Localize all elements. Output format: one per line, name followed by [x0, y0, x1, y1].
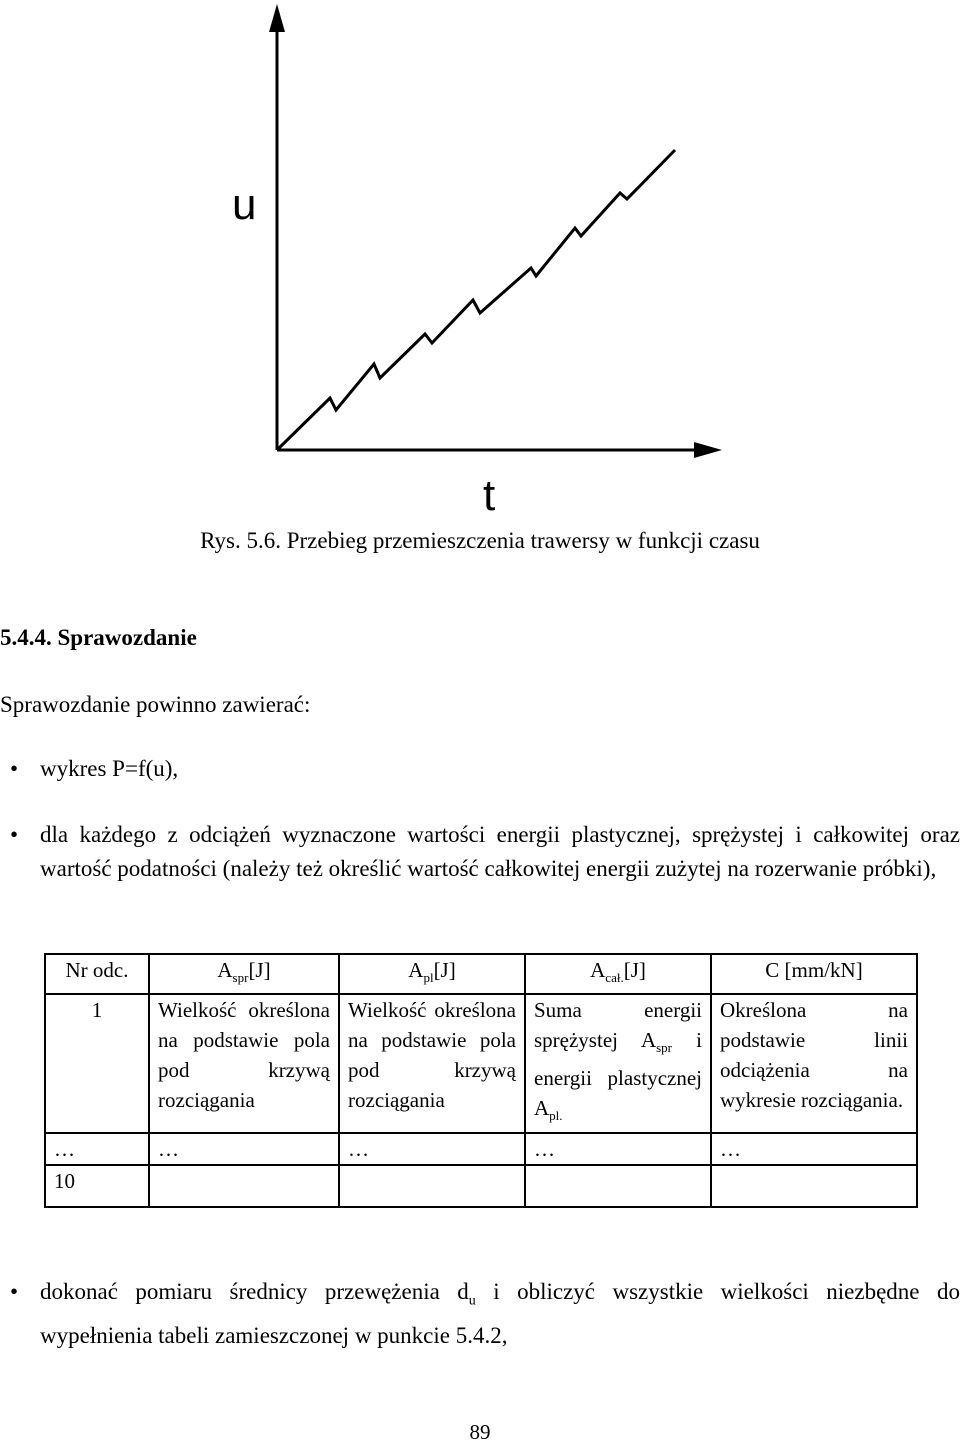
y-axis-label: u	[232, 180, 257, 229]
header-c: C [mm/kN]	[711, 954, 917, 994]
bullet-text: dla każdego z odciążeń wyznaczone wartości energii plastycznej, sprężystej i całkowitej oraz wartość podatności (należy też określić wartość całkowitej energii zużytej na rozerwanie próbki),	[40, 822, 960, 881]
cell-empty	[339, 1165, 525, 1207]
cell-empty	[711, 1165, 917, 1207]
cell-ellipsis: …	[149, 1133, 339, 1165]
cell-nr: 1	[45, 994, 149, 1132]
x-axis-arrow-icon	[694, 442, 722, 458]
intro-text: Sprawozdanie powinno zawierać:	[0, 692, 311, 717]
cell-c: Określona na podstawie linii odciążenia na wykresie rozciągania.	[711, 994, 917, 1132]
figure-caption: Rys. 5.6. Przebieg przemieszczenia trawersy w funkcji czasu	[200, 528, 760, 553]
table-header-row	[45, 954, 917, 994]
cell-empty	[525, 1165, 711, 1207]
report-table	[44, 953, 918, 1208]
bullet-text: wykres P=f(u),	[40, 756, 179, 781]
bullet-icon: •	[10, 756, 19, 781]
cell-aspr: Wielkość określona na podstawie pola pod krzywą rozciągania	[149, 994, 339, 1132]
header-acal: $A_{cał.}[J]$	[525, 954, 711, 994]
bullet-text: dokonać pomiaru średnicy przewężenia $d_u$ i obliczyć wszystkie wielkości niezbędne do wypełnienia tabeli zamieszczonej w punkcie 5.4.2,	[40, 1279, 960, 1348]
bullet-item-1	[10, 752, 960, 786]
header-nr: Nr odc.	[45, 954, 149, 994]
cell-ellipsis: …	[339, 1133, 525, 1165]
y-axis-arrow-icon	[269, 4, 285, 32]
bullet-icon: •	[10, 822, 19, 847]
table-row	[45, 994, 917, 1132]
cell-ellipsis: …	[711, 1133, 917, 1165]
displacement-time-figure	[0, 0, 960, 520]
table-row-ellipsis	[45, 1133, 917, 1165]
section-heading: 5.4.4. Sprawozdanie	[0, 625, 197, 650]
table-row-last	[45, 1165, 917, 1207]
cell-ellipsis: …	[525, 1133, 711, 1165]
bullet-icon: •	[10, 1279, 19, 1304]
header-apl: $A_{pl}[J]$	[339, 954, 525, 994]
header-aspr: $A_{spr}[J]$	[149, 954, 339, 994]
bullet-item-3	[10, 1275, 960, 1353]
cell-apl: Wielkość określona na podstawie pola pod krzywą rozciągania	[339, 994, 525, 1132]
cell-acal: Suma energii sprężystej $A_{spr}$ i energii plastycznej $A_{pl.}$	[525, 994, 711, 1132]
page-number: 89	[469, 1420, 491, 1444]
cell-nr-last: 10	[45, 1165, 149, 1207]
cell-ellipsis: …	[45, 1133, 149, 1165]
bullet-item-2	[10, 818, 960, 886]
x-axis-label: t	[483, 471, 496, 520]
sawtooth-curve	[277, 150, 675, 450]
cell-empty	[149, 1165, 339, 1207]
